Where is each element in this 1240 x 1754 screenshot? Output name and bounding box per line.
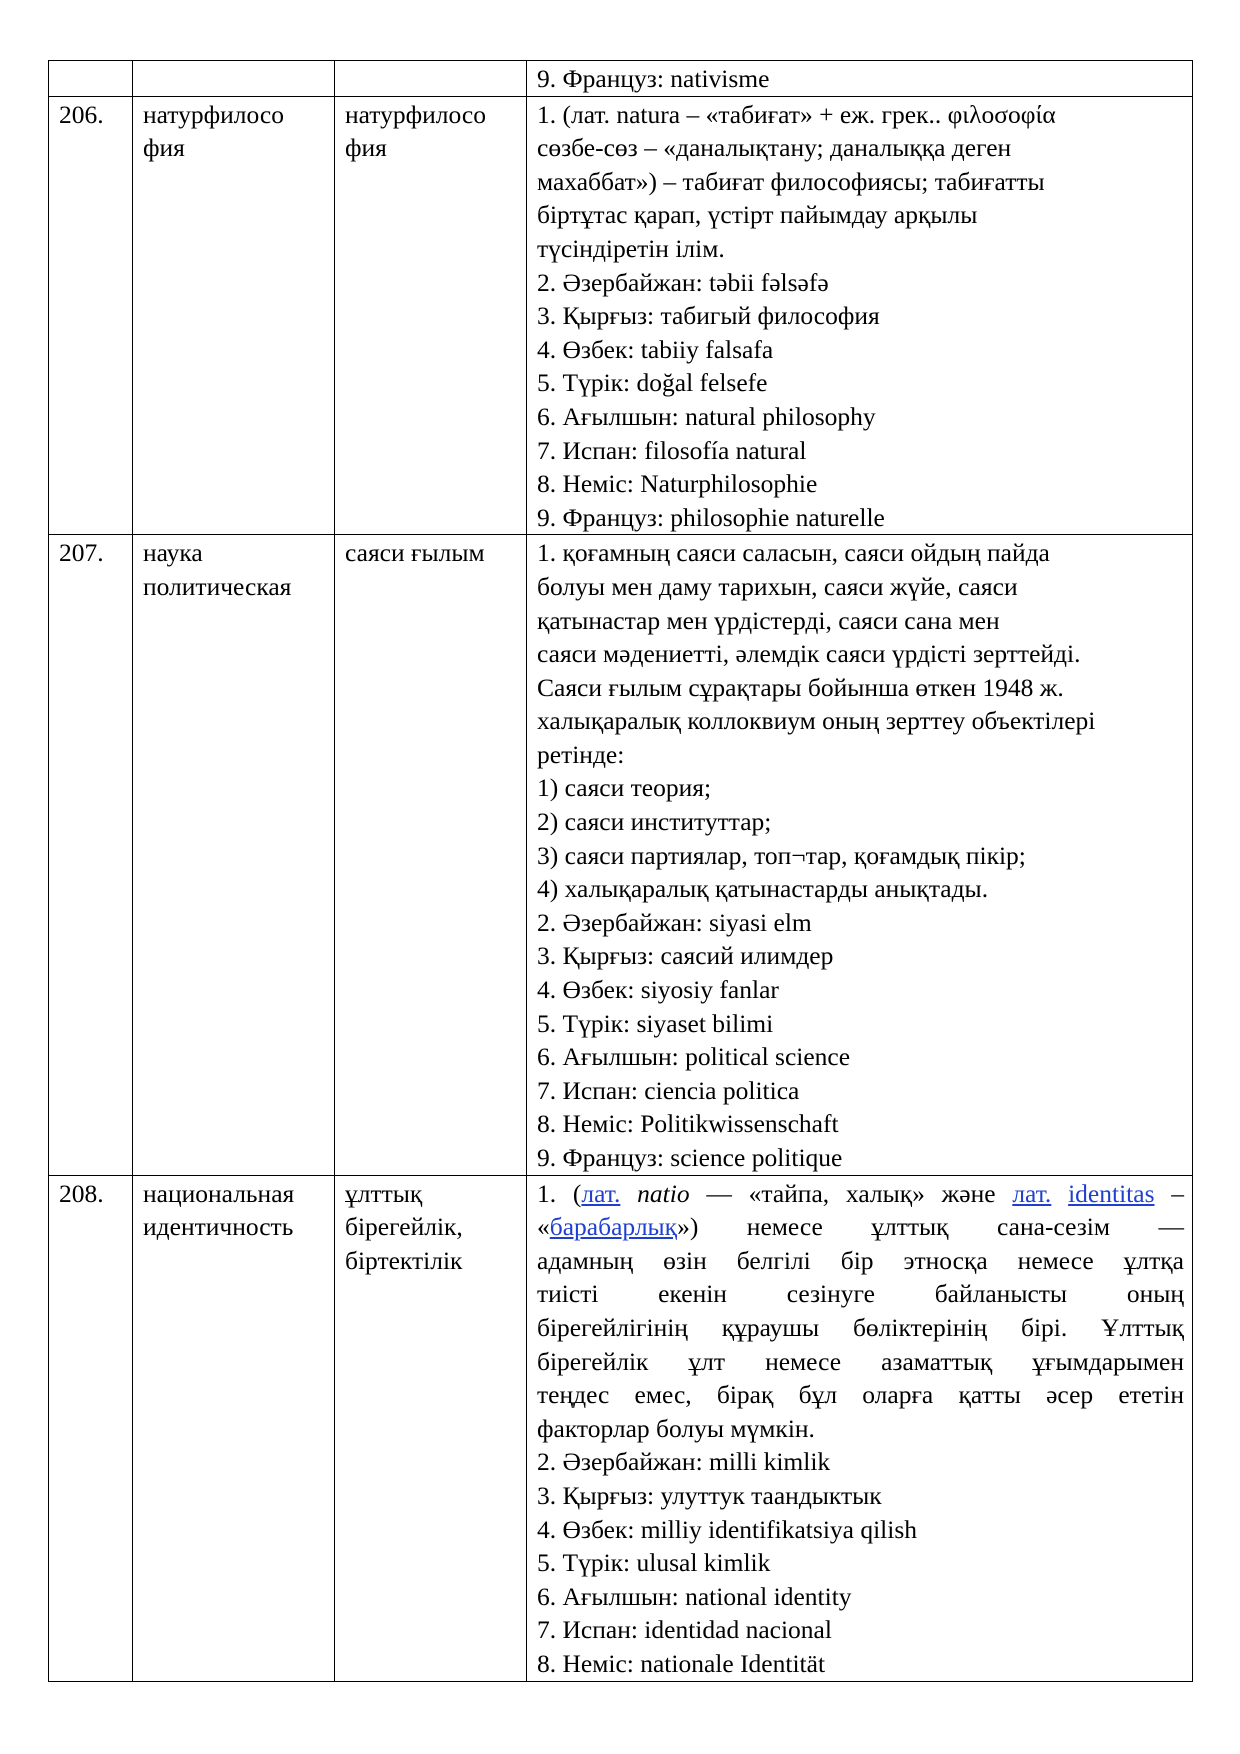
definition-line: 1) саяси теория; bbox=[537, 773, 712, 803]
definition-line: бірегейлігінің құраушы бөліктерінің бірі. Ұлттық bbox=[537, 1312, 1184, 1342]
definition-line: 4) халықаралық қатынастарды анықтады. bbox=[537, 874, 989, 904]
term-line: национальная bbox=[143, 1178, 295, 1208]
definition-line: 3) саяси партиялар, топ¬тар, қоғамдық пікір; bbox=[537, 840, 1026, 870]
row-number: 206. bbox=[49, 96, 133, 535]
definition-line: 2. Әзербайжан: təbii fəlsəfə bbox=[537, 267, 829, 297]
definition-line: 7. Испан: filosofía natural bbox=[537, 435, 807, 465]
row-number: 208. bbox=[49, 1175, 133, 1681]
term-line: натурфилосо bbox=[345, 99, 486, 129]
row-number bbox=[49, 61, 133, 97]
term-line: натурфилосо bbox=[143, 99, 284, 129]
latin-link[interactable]: лат. bbox=[1012, 1178, 1052, 1208]
latin-link[interactable]: лат. bbox=[581, 1178, 621, 1208]
definition-line: болуы мен даму тарихын, саяси жүйе, саяси bbox=[537, 571, 1018, 601]
definition-line: теңдес емес, бірақ бұл оларға қатты әсер ететін bbox=[537, 1380, 1184, 1410]
definition-line: факторлар болуы мүмкін. bbox=[537, 1413, 815, 1443]
definition-line: 8. Неміс: nationale Identität bbox=[537, 1648, 826, 1678]
russian-term bbox=[133, 535, 335, 1175]
definition-line: 9. Француз: science politique bbox=[537, 1143, 843, 1172]
definition-line: 1. (лат. natura – «табиғат» + еж. грек.. φιλοσοφία bbox=[537, 99, 1056, 129]
russian-term bbox=[133, 96, 335, 535]
table-row bbox=[49, 535, 1193, 1175]
row-number: 207. bbox=[49, 535, 133, 1175]
definition-line: ретінде: bbox=[537, 739, 625, 769]
definition bbox=[527, 96, 1193, 535]
glossary-table bbox=[48, 60, 1193, 1682]
kazakh-term bbox=[335, 61, 527, 97]
definition-line: 4. Өзбек: milliy identifikatsiya qilish bbox=[537, 1514, 918, 1544]
definition-line: 6. Ағылшын: national identity bbox=[537, 1581, 852, 1611]
term-line: бірегейлік, bbox=[345, 1212, 463, 1242]
definition-line: 4. Өзбек: siyosiy fanlar bbox=[537, 975, 779, 1005]
definition-line: «барабарлық») немесе ұлттық сана-сезім — bbox=[537, 1212, 1184, 1242]
term-line: саяси ғылым bbox=[345, 538, 485, 568]
term-line: политическая bbox=[143, 571, 292, 601]
definition-line: 2. Әзербайжан: milli kimlik bbox=[537, 1447, 831, 1477]
barabarlyk-link[interactable]: барабарлық bbox=[549, 1212, 678, 1242]
kazakh-term bbox=[335, 535, 527, 1175]
definition-line: 7. Испан: ciencia politica bbox=[537, 1075, 800, 1105]
definition bbox=[527, 535, 1193, 1175]
definition-line: 8. Неміс: Naturphilosophie bbox=[537, 469, 818, 499]
table-row bbox=[49, 1175, 1193, 1681]
definition-line: 2) саяси институттар; bbox=[537, 807, 772, 837]
definition-line: 4. Өзбек: tabiiy falsafa bbox=[537, 334, 774, 364]
term-line: фия bbox=[345, 133, 387, 163]
definition bbox=[527, 61, 1193, 97]
definition-line: 1. қоғамның саяси саласын, саяси ойдың пайда bbox=[537, 538, 1050, 568]
definition-line: 2. Әзербайжан: siyasi elm bbox=[537, 907, 812, 937]
definition-line: бірегейлік ұлт немесе азаматтық ұғымдарымен bbox=[537, 1346, 1184, 1376]
latin-word: natio bbox=[637, 1178, 690, 1208]
definition-line: 3. Қырғыз: табигый философия bbox=[537, 301, 880, 331]
definition-line: адамның өзін белгілі бір этносқа немесе ұлтқа bbox=[537, 1245, 1184, 1275]
russian-term bbox=[133, 61, 335, 97]
definition-line: 3. Қырғыз: саясий илимдер bbox=[537, 941, 834, 971]
definition-line: 1. (лат. natio — «тайпа, халық» және лат. identitas – bbox=[537, 1178, 1185, 1208]
definition-line: 6. Ағылшын: political science bbox=[537, 1042, 851, 1072]
definition-line: 5. Түрік: doğal felsefe bbox=[537, 368, 768, 398]
term-line: наука bbox=[143, 538, 203, 568]
term-line: ұлттық bbox=[345, 1178, 423, 1208]
definition-line: 7. Испан: identidad nacional bbox=[537, 1615, 832, 1645]
definition-line: сөзбе-сөз – «даналықтану; даналыққа деген bbox=[537, 133, 1012, 163]
russian-term bbox=[133, 1175, 335, 1681]
definition-line: 6. Ағылшын: natural philosophy bbox=[537, 401, 876, 431]
identitas-link[interactable]: identitas bbox=[1068, 1178, 1155, 1208]
definition-line: түсіндіретін ілім. bbox=[537, 233, 725, 263]
definition-line: саяси мәдениетті, әлемдік саяси үрдісті зерттейді. bbox=[537, 639, 1081, 669]
kazakh-term bbox=[335, 96, 527, 535]
definition-line: 5. Түрік: ulusal kimlik bbox=[537, 1548, 771, 1578]
term-line: біртектілік bbox=[345, 1245, 463, 1275]
definition-line: махаббат») – табиғат философиясы; табиғатты bbox=[537, 166, 1045, 196]
definition-line: 9. Француз: nativisme bbox=[537, 64, 770, 93]
definition-line: халықаралық коллоквиум оның зерттеу объектілері bbox=[537, 706, 1096, 736]
definition-line: біртұтас қарап, үстірт пайымдау арқылы bbox=[537, 200, 978, 230]
table-row bbox=[49, 96, 1193, 535]
term-line: идентичность bbox=[143, 1212, 294, 1242]
term-line: фия bbox=[143, 133, 185, 163]
definition-line: 9. Француз: philosophie naturelle bbox=[537, 502, 885, 532]
definition-line: 5. Түрік: siyaset bilimi bbox=[537, 1008, 774, 1038]
table-row bbox=[49, 61, 1193, 97]
definition-line: қатынастар мен үрдістерді, саяси сана мен bbox=[537, 605, 1000, 635]
definition-line: 3. Қырғыз: улуттук таандыктык bbox=[537, 1480, 882, 1510]
kazakh-term bbox=[335, 1175, 527, 1681]
definition-line: Саяси ғылым сұрақтары бойынша өткен 1948 ж. bbox=[537, 672, 1064, 702]
definition-line: тиісті екенін сезінуге байланысты оның bbox=[537, 1279, 1184, 1309]
definition bbox=[527, 1175, 1193, 1681]
definition-line: 8. Неміс: Politikwissenschaft bbox=[537, 1109, 839, 1139]
